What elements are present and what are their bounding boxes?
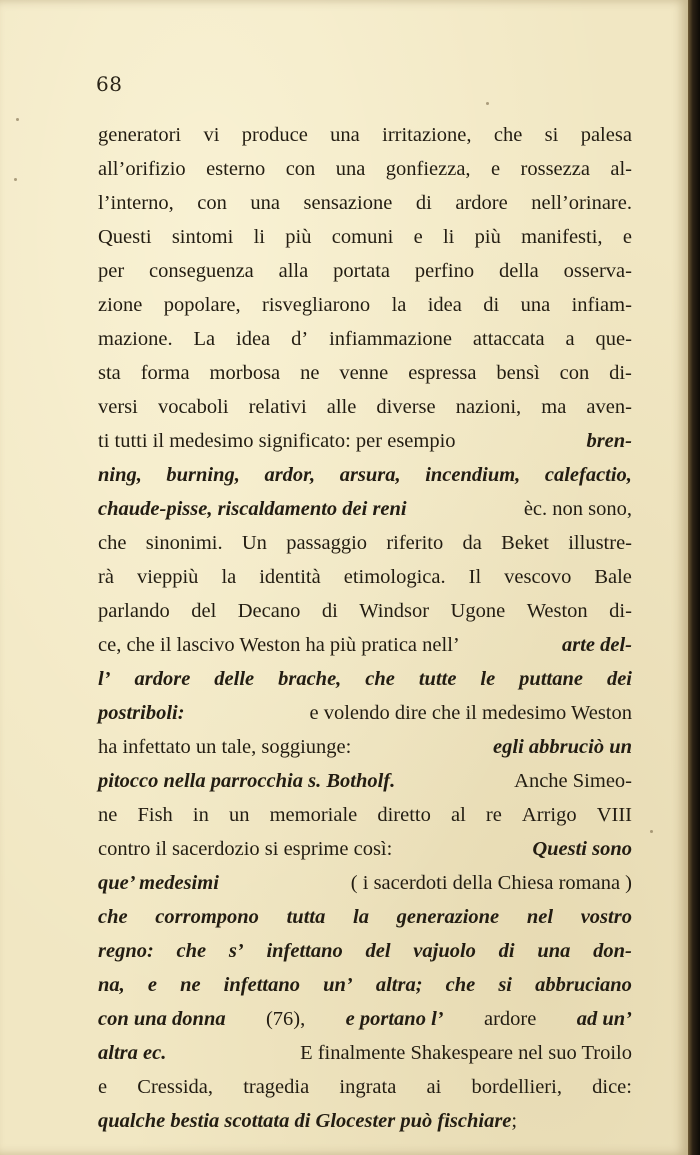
word: abbruciano [535,974,632,996]
page-edge [688,0,700,1155]
roman-text: (76), [260,1008,311,1030]
text-line [98,628,632,662]
word: mazione. [98,328,173,350]
word: di [321,600,338,622]
word: sensazione [303,192,393,214]
word: bordellieri, [471,1076,562,1098]
text-line [98,152,632,186]
word: rà [98,566,114,588]
word: passaggio [286,532,368,554]
word: con [285,158,316,180]
roman-text [98,254,632,288]
word: la [353,906,369,928]
word: conseguenza [149,260,254,282]
italic-text: bren- [586,430,632,452]
italic-text: arte del- [561,634,632,656]
word: Questi [98,226,152,248]
roman-text: ce, che il lascivo Weston ha più pratica nell’ [98,634,460,656]
word: s’ [228,940,244,962]
text-line [98,424,632,458]
word: sta [98,362,121,384]
word: che [98,532,127,554]
word: più [285,226,312,248]
roman-text [98,152,632,186]
word: portata [333,260,391,282]
word: nel [526,906,554,928]
word: arsura, [339,464,401,486]
word: idea [427,294,462,316]
word: nell’orinare. [531,192,632,214]
word: incendium, [425,464,521,486]
text-line [98,118,632,152]
roman-text [98,390,632,424]
word: ne [300,362,320,384]
word: tutta [286,906,326,928]
body-text [98,118,632,1138]
paper-speck [14,178,17,181]
word: don- [593,940,632,962]
word: in [192,804,209,826]
word: ardore [134,668,191,690]
text-line [98,492,632,526]
word: di- [609,362,632,384]
word: ardor, [264,464,316,486]
word: vescovo [504,566,572,588]
word: illustre- [568,532,632,554]
word: che [176,940,207,962]
word: Fish [137,804,173,826]
roman-text [98,594,632,628]
word: versi [98,396,138,418]
word: calefactio, [544,464,632,486]
roman-text [98,322,632,356]
word: esterno [206,158,266,180]
word: della [498,260,539,282]
word: una [330,124,360,146]
word: da [462,532,482,554]
word: forma [140,362,190,384]
word: di [415,192,432,214]
text-line [98,390,632,424]
word: e [490,158,501,180]
word: etimologica. [343,566,446,588]
text-line [98,798,632,832]
word: generazione [396,906,500,928]
text-line [98,900,632,934]
word: un’ [323,974,353,996]
word: regno: [98,940,154,962]
text-line [98,934,632,968]
word: espressa [408,362,477,384]
word: infiam- [571,294,632,316]
italic-text: egli abbruciò un [493,736,632,758]
word: infettano [266,940,343,962]
word: risvegliarono [262,294,371,316]
roman-text [98,798,632,832]
word: Cressida, [137,1076,214,1098]
word: zione [98,294,143,316]
word: La [193,328,216,350]
word: memoriale [269,804,358,826]
word: perfino [414,260,475,282]
text-line [98,1070,632,1104]
word: all’orifizio [98,158,186,180]
word: ne [98,804,118,826]
roman-text [98,560,632,594]
word: Arrigo [521,804,577,826]
word: popolare, [163,294,241,316]
word: riferito [386,532,444,554]
text-line [98,1036,632,1070]
word: l’ [98,668,111,690]
word: che [365,668,395,690]
italic-text [98,900,632,934]
text-line [98,662,632,696]
italic-text: ad un’ [576,1008,632,1030]
word: vieppiù [136,566,199,588]
word: che [445,974,476,996]
word: corrompono [155,906,259,928]
roman-text: contro il sacerdozio si esprime così: [98,838,398,860]
italic-text [98,968,632,1002]
text-line [98,594,632,628]
word: una [250,192,280,214]
word: infiammazione [329,328,453,350]
word: una [335,158,366,180]
roman-text: ti tutti il medesimo significato: per esempio [98,430,461,452]
word: nazioni, [455,396,522,418]
text-line [98,1002,632,1036]
word: na, [98,974,125,996]
word: puttane [519,668,583,690]
text-line [98,526,632,560]
word: Il [468,566,482,588]
word: delle [214,668,255,690]
text-line [98,254,632,288]
word: che [493,124,523,146]
word: tutte [418,668,457,690]
word: Beket [501,532,549,554]
paper-speck [16,118,19,121]
word: manifesti, [521,226,603,248]
word: le [480,668,496,690]
word: ardore [455,192,508,214]
word: gonfiezza, [385,158,471,180]
word: morbosa [209,362,281,384]
word: con [559,362,590,384]
roman-text: ha infettato un tale, soggiunge: [98,736,357,758]
roman-text [98,356,632,390]
roman-text [98,288,632,322]
word: alle [326,396,357,418]
page-number: 68 [96,72,123,96]
word: Ugone [450,600,506,622]
italic-text: pitocco nella parrocchia s. Botholf. [98,770,396,792]
word: diretto [377,804,431,826]
word: re [485,804,502,826]
word: identità [259,566,321,588]
text-line [98,186,632,220]
text-line [98,696,632,730]
word: aven- [586,396,632,418]
word: infettano [223,974,300,996]
word: per [98,260,125,282]
word: bensì [496,362,540,384]
italic-text: Questi sono [532,838,632,860]
word: osserva- [563,260,632,282]
word: brache, [278,668,342,690]
word: più [474,226,501,248]
paper-speck [486,102,489,105]
word: si [544,124,559,146]
word: e [413,226,423,248]
word: e [622,226,632,248]
text-line [98,220,632,254]
word: Windsor [359,600,430,622]
word: li [442,226,455,248]
word: Un [241,532,267,554]
word: vostro [580,906,632,928]
text-line [98,560,632,594]
word: altra; [375,974,423,996]
word: Decano [237,600,301,622]
word: comuni [331,226,394,248]
word: a [565,328,575,350]
roman-text: ardore [478,1008,542,1030]
word: un [228,804,250,826]
word: che [98,906,128,928]
word: del [365,940,391,962]
word: ning, [98,464,142,486]
word: vajuolo [413,940,476,962]
word: al [450,804,466,826]
word: palesa [580,124,632,146]
word: parlando [98,600,170,622]
word: sintomi [171,226,234,248]
word: que- [595,328,632,350]
text-line [98,1104,632,1138]
word: e [98,1076,108,1098]
text-line [98,764,632,798]
italic-text [98,662,632,696]
italic-text [98,934,632,968]
word: e [147,974,157,996]
word: ne [180,974,201,996]
word: la [221,566,237,588]
word: produce [241,124,308,146]
word: VIII [596,804,632,826]
italic-text: que’ medesimi [98,872,219,894]
text-line [98,866,632,900]
word: idea [236,328,271,350]
roman-text: e volendo dire che il medesimo Weston [304,702,632,724]
text-line [98,832,632,866]
word: diverse [376,396,436,418]
text-line [98,322,632,356]
word: di- [609,600,632,622]
word: ma [541,396,567,418]
word: l’interno, [98,192,174,214]
italic-text: chaude-pisse, riscaldamento dei reni [98,498,407,520]
roman-text: ; [511,1110,518,1132]
roman-text [98,186,632,220]
roman-text [98,220,632,254]
word: d’ [291,328,309,350]
roman-text: ( i sacerdoti della Chiesa romana ) [345,872,632,894]
roman-text [98,1070,632,1104]
text-line [98,730,632,764]
italic-text: con una donna [98,1008,226,1030]
roman-text: Anche Simeo- [510,770,632,792]
word: venne [339,362,389,384]
word: sinonimi. [145,532,223,554]
word: al- [610,158,632,180]
word: una [537,940,571,962]
word: ai [426,1076,442,1098]
word: con [197,192,227,214]
word: vi [203,124,220,146]
word: rossezza [520,158,590,180]
italic-text: altra ec. [98,1042,167,1064]
roman-text [98,526,632,560]
roman-text [98,118,632,152]
italic-text: qualche bestia scottata di Glocester può fischiare [98,1110,512,1132]
word: vocaboli [157,396,229,418]
word: del [191,600,217,622]
word: Weston [526,600,588,622]
word: una [520,294,551,316]
word: ingrata [339,1076,397,1098]
word: dice: [592,1076,632,1098]
word: burning, [166,464,240,486]
word: tragedia [243,1076,310,1098]
italic-text: postriboli: [98,702,185,724]
text-line [98,968,632,1002]
italic-text [98,458,632,492]
word: di [483,294,500,316]
word: generatori [98,124,182,146]
italic-text: e portano l’ [345,1008,444,1030]
word: relativi [248,396,307,418]
word: si [498,974,513,996]
text-line [98,356,632,390]
word: irritazione, [382,124,472,146]
word: attaccata [472,328,545,350]
word: dei [606,668,632,690]
word: di [498,940,515,962]
word: alla [278,260,309,282]
word: la [391,294,407,316]
roman-text: E finalmente Shakespeare nel suo Troilo [294,1042,632,1064]
roman-text: èc. non sono, [518,498,632,520]
text-line [98,288,632,322]
paper-speck [650,830,653,833]
text-line [98,458,632,492]
word: li [253,226,266,248]
word: Bale [594,566,632,588]
